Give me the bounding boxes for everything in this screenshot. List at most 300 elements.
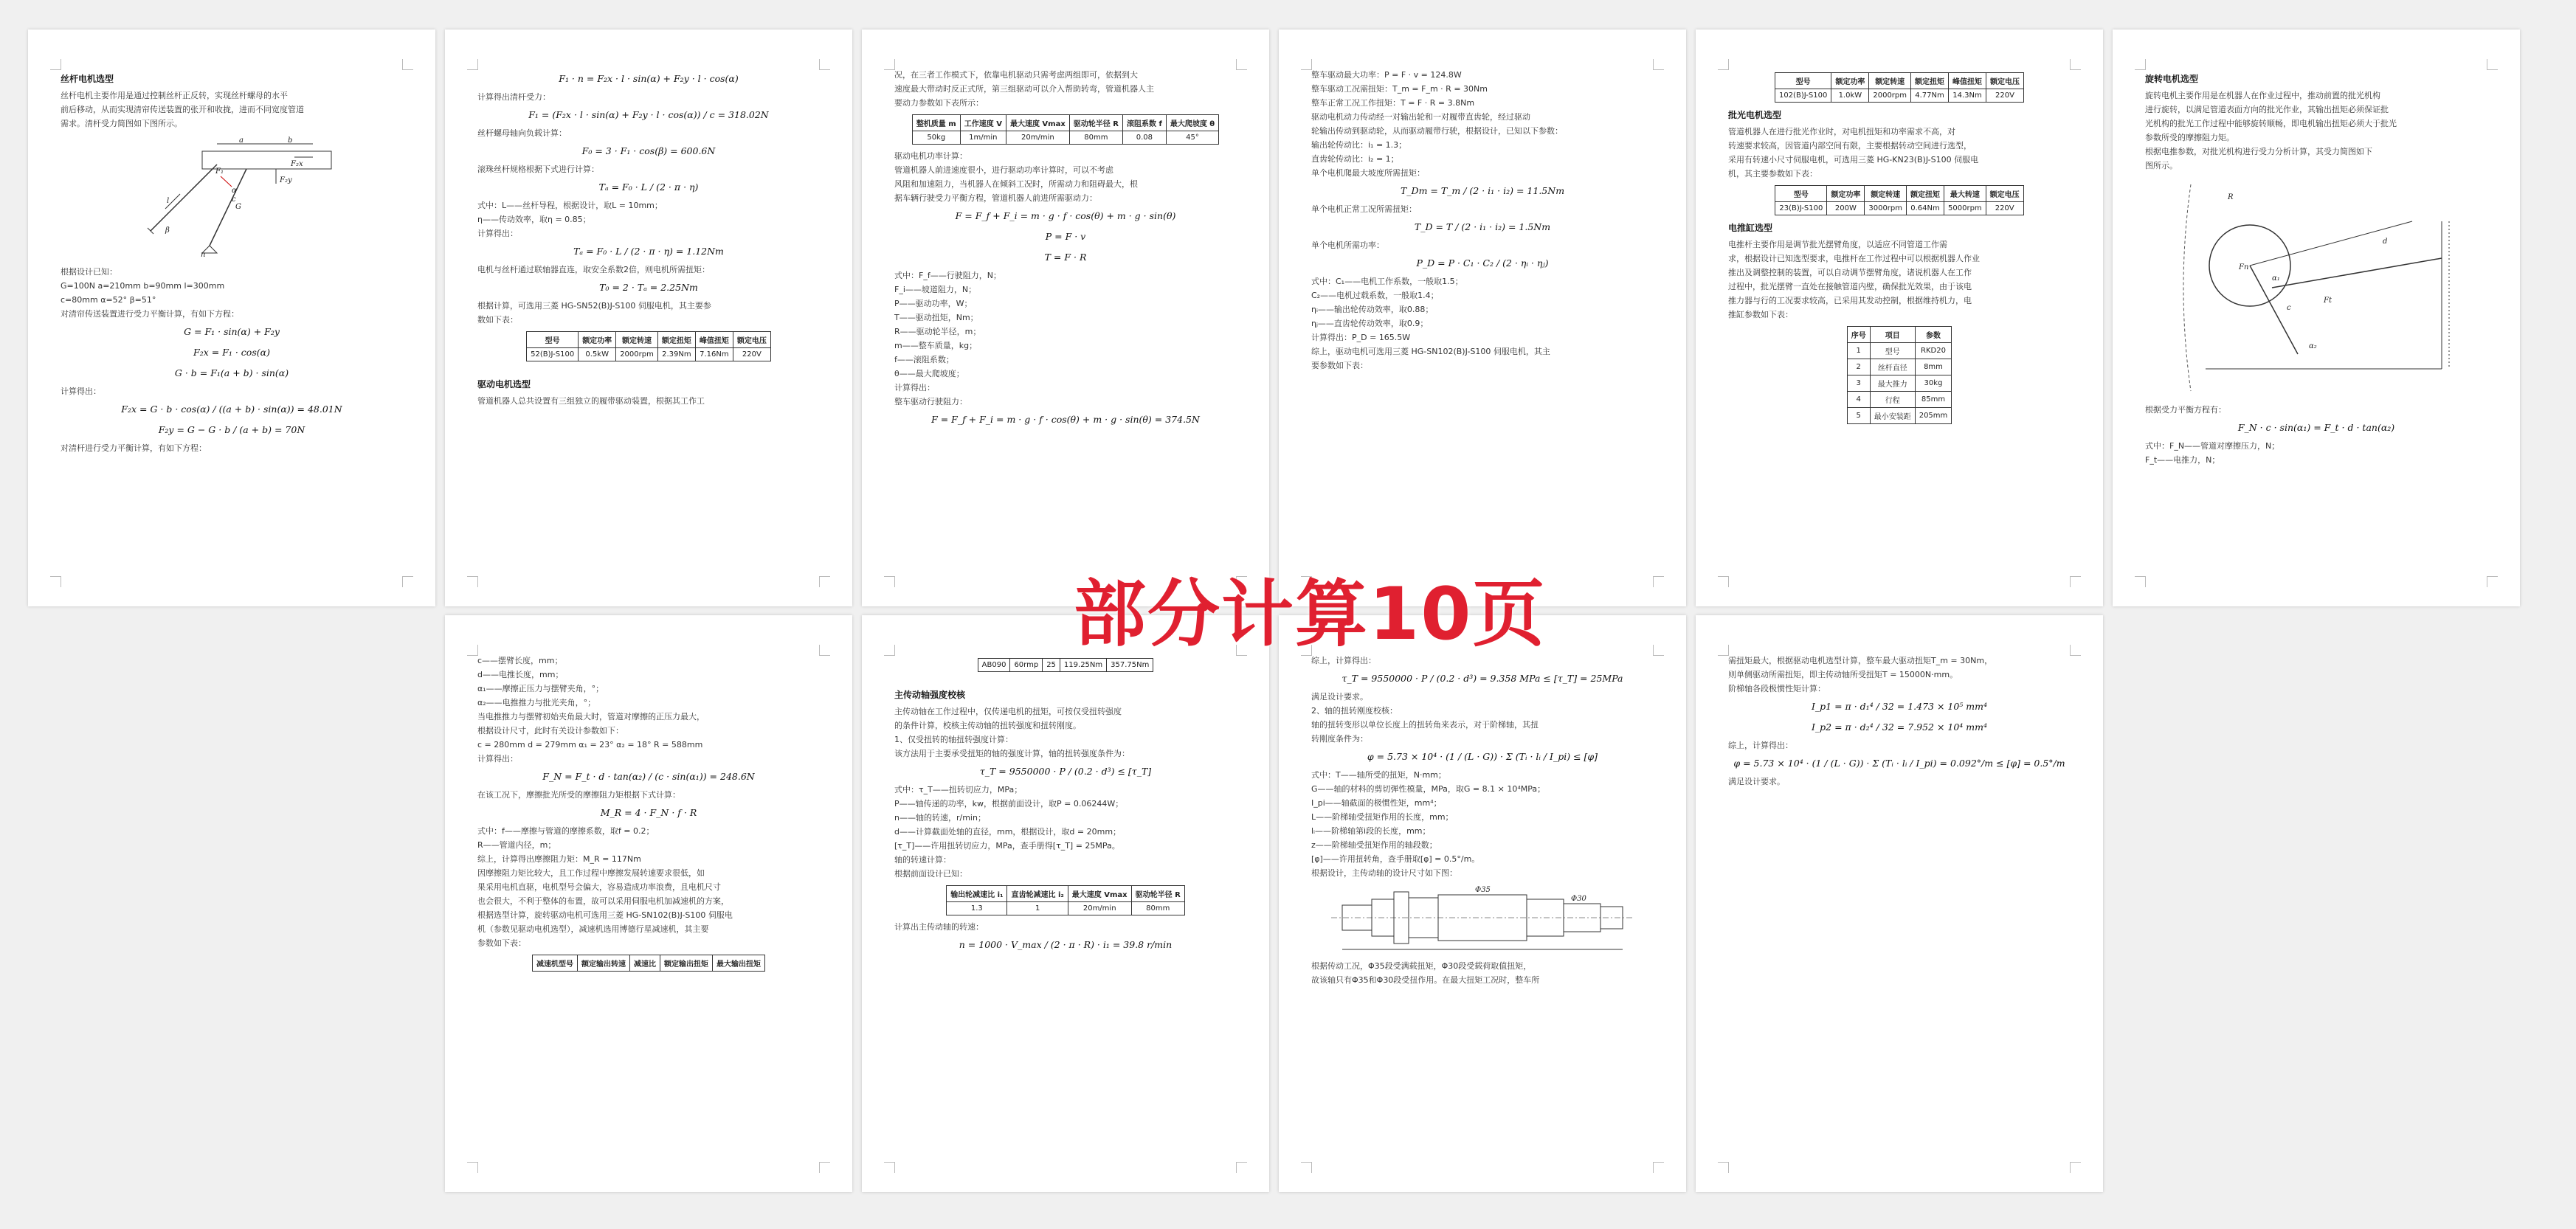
table-cell: 119.25Nm <box>1060 659 1106 672</box>
text-line: c = 280mm d = 279mm α₁ = 23° α₂ = 18° R = 588mm <box>477 740 703 749</box>
table-row <box>1775 89 2023 103</box>
text-line: 求，根据设计已知选型要求，电推杆在工作过程中可以根据机器人作业 <box>1728 254 1980 263</box>
page-corner-mark <box>1301 1162 1312 1173</box>
text-line: α₁——摩擦正压力与摆臂夹角，°； <box>477 684 604 693</box>
section-heading: 主传动轴强度校核 <box>894 690 966 700</box>
doc-page-2 <box>445 30 852 606</box>
text-line: 滚珠丝杆规格根据下式进行计算： <box>477 165 599 174</box>
table-row <box>978 659 1153 672</box>
text-line: 综上，驱动电机可选用三菱 HG-SN102(B)J-S100 伺服电机，其主 <box>1311 347 1550 356</box>
figure-label: F₂x <box>291 160 303 168</box>
text-line: I_pi——轴截面的极惯性矩，mm⁴； <box>1311 798 1442 808</box>
table-cell: 型号 <box>1870 343 1915 359</box>
page-corner-mark <box>819 1162 830 1173</box>
page-corner-mark <box>2070 1162 2081 1173</box>
figure-label: Ft <box>2324 297 2332 305</box>
section-heading: 电推缸选型 <box>1728 223 1773 233</box>
table-header-cell: 额定功率 <box>579 332 616 348</box>
section-heading: 旋转电机选型 <box>2145 74 2199 84</box>
text-line: θ——最大爬坡度； <box>894 369 964 378</box>
text-line: 计算得出：P_D = 165.5W <box>1311 333 1411 342</box>
table-row <box>1775 202 2023 215</box>
table-cell: 357.75Nm <box>1107 659 1153 672</box>
text-line: 式中：L——丝杆导程，根据设计，取L = 10mm； <box>477 201 663 210</box>
figure-label: a <box>239 136 244 145</box>
page-corner-mark <box>1718 645 1729 656</box>
text-line: 推出及调整控制的装置，可以自动调节摆臂角度，诸说机器人在工作 <box>1728 268 1972 277</box>
table-header-cell: 额定功率 <box>1827 186 1865 202</box>
table-header-cell: 额定扭矩 <box>1911 73 1949 89</box>
equation: M_R = 4 · F_N · f · R <box>600 807 697 818</box>
table-header-cell: 峰值扭矩 <box>695 332 733 348</box>
table-cell: 1 <box>1847 343 1870 359</box>
table-cell: 23(B)J-S100 <box>1775 202 1827 215</box>
equation: F = F_f + F_i = m · g · f · cos(θ) + m · g · sin(θ) <box>955 210 1176 221</box>
page-corner-mark <box>1236 59 1247 70</box>
table-header-cell: 峰值扭矩 <box>1949 73 1986 89</box>
data-table <box>1775 72 2024 103</box>
page-corner-mark <box>1718 1162 1729 1173</box>
page-corner-mark <box>1653 59 1664 70</box>
page-corner-mark <box>2070 645 2081 656</box>
equation: P = F · v <box>1045 231 1086 242</box>
text-line: 计算得出清杆受力： <box>477 92 550 102</box>
table-header-cell: 型号 <box>1775 73 1831 89</box>
table-cell: 3000rpm <box>1865 202 1907 215</box>
text-line: 据车辆行驶受力平衡方程，管道机器人前进所需驱动力： <box>894 193 1097 203</box>
equation: I_p1 = π · d₁⁴ / 32 = 1.473 × 10⁵ mm⁴ <box>1811 701 1988 712</box>
table-header-cell: 最大转速 <box>1944 186 1986 202</box>
table-row <box>1847 359 1952 375</box>
page-corner-mark <box>1718 59 1729 70</box>
text-line: 满足设计要求。 <box>1728 777 1785 786</box>
page-corner-mark <box>467 59 478 70</box>
text-line: C₂——电机过载系数，一般取1.4； <box>1311 291 1439 300</box>
figure-label: l <box>167 197 170 205</box>
text-line: 综上，计算得出： <box>1311 656 1376 665</box>
drive-shaft-drawing <box>1327 884 1637 955</box>
page-corner-mark <box>402 576 413 587</box>
table-header-row <box>1847 327 1952 343</box>
data-table <box>1775 185 2023 215</box>
table-cell: 52(B)J-S100 <box>527 348 579 361</box>
table-row <box>1847 392 1952 408</box>
text-line: 要动力参数如下表所示： <box>894 98 984 108</box>
table-cell: AB090 <box>978 659 1010 672</box>
equation: F₂y = G − G · b / (a + b) = 70N <box>158 424 305 435</box>
page-corner-mark <box>1653 645 1664 656</box>
text-line: 当电推推力与摆臂初始夹角最大时，管道对摩擦的正压力最大， <box>477 712 705 721</box>
table-cell: 50kg <box>912 131 960 145</box>
equation: φ = 5.73 × 10⁴ · (1 / (L · G)) · Σ (Tᵢ · lᵢ / I_pi) = 0.092°/m ≤ [φ] = 0.5°/m <box>1733 758 2065 769</box>
text-line: 果采用电机直驱，电机型号会偏大，容易造成功率浪费，且电机尺寸 <box>477 882 721 892</box>
table-cell: 8mm <box>1915 359 1952 375</box>
text-line: 因摩擦阻力矩比较大，且工作过程中摩擦发展转速要求很低，如 <box>477 868 705 878</box>
table-row <box>947 902 1185 915</box>
text-line: c=80mm α=52° β=51° <box>61 295 156 305</box>
table-row <box>1847 375 1952 392</box>
text-line: 计算得出： <box>894 383 935 392</box>
table-cell: 220V <box>733 348 770 361</box>
text-line: 1、仅受扭转的轴扭转强度计算： <box>894 735 1013 744</box>
table-cell: 20m/min <box>1006 131 1069 145</box>
table-header-cell: 额定扭矩 <box>1907 186 1944 202</box>
text-line: 根据计算，可选用三菱 HG-SN52(B)J-S100 伺服电机，其主要参 <box>477 301 711 311</box>
doc-page-10 <box>1696 615 2103 1192</box>
page-corner-mark <box>2487 59 2498 70</box>
text-line: 管道机器人在进行批光作业时，对电机扭矩和功率需求不高，对 <box>1728 127 1955 136</box>
data-table <box>526 331 771 361</box>
text-line: ηⱼ——直齿轮传动效率，取0.9； <box>1311 319 1429 328</box>
table-header-cell: 额定电压 <box>1986 186 2023 202</box>
text-line: 转速要求较高，因管道内部空间有限，主要根据转动空间进行选型， <box>1728 141 1972 150</box>
text-line: 轮输出传动到驱动轮，从而驱动履带行驶，根据设计，已知以下参数： <box>1311 126 1563 136</box>
text-line: 对清杆进行受力平衡计算，有如下方程： <box>61 443 207 453</box>
text-line: 则单侧驱动所需扭矩，即主传动轴所受扭矩T = 15000N·mm。 <box>1728 670 1958 679</box>
equation: Tₐ = F₀ · L / (2 · π · η) <box>598 181 699 193</box>
table-row <box>912 131 1218 145</box>
text-line: 前后移动，从而实现清帘传送装置的张开和收拢，进而不同宽度管道 <box>61 105 304 114</box>
text-line: 机，其主要参数如下表： <box>1728 169 1817 179</box>
figure-label: d <box>2383 238 2388 246</box>
rod-force-diagram <box>121 135 342 260</box>
page-corner-mark <box>1653 1162 1664 1173</box>
text-line: 2、轴的扭转刚度校核： <box>1311 706 1398 716</box>
table-cell: 2.39Nm <box>657 348 695 361</box>
doc-page-9 <box>1279 615 1686 1192</box>
table-header-cell: 额定电压 <box>733 332 770 348</box>
table-header-cell: 额定功率 <box>1831 73 1869 89</box>
text-line: 电机与丝杆通过联轴器直连，取安全系数2倍，则电机所需扭矩： <box>477 265 710 274</box>
table-header-cell: 额定电压 <box>1986 73 2024 89</box>
table-cell: 60rmp <box>1010 659 1043 672</box>
text-line: 轴的转速计算： <box>894 855 951 865</box>
text-line: 过程中，批光摆臂一直处在接触管道内壁，确保批光效果，由于该电 <box>1728 282 1972 291</box>
text-line: 图所示。 <box>2145 161 2178 170</box>
text-line: 式中：F_N——管道对摩擦压力，N； <box>2145 441 2280 451</box>
table-cell: 最小安装距 <box>1870 408 1915 424</box>
text-line: 根据前面设计已知： <box>894 869 967 879</box>
text-line: 综上，计算得出摩擦阻力矩：M_R = 117Nm <box>477 854 641 864</box>
text-line: 根据传动工况，Φ35段受满载扭矩，Φ30段受载荷取值扭矩， <box>1311 961 1532 971</box>
data-table <box>1847 326 1952 424</box>
figure-label: b <box>288 136 293 145</box>
table-row <box>527 348 771 361</box>
text-line: 式中：f——摩擦与管道的摩擦系数，取f = 0.2； <box>477 826 655 836</box>
table-cell: RKD20 <box>1915 343 1952 359</box>
text-line: 计算得出： <box>477 229 518 238</box>
page-corner-mark <box>1301 59 1312 70</box>
table-header-cell: 驱动轮半径 R <box>1131 886 1184 902</box>
figure <box>2145 177 2487 398</box>
text-line: 驱动电机动力传动经一对输出轮和一对履带直齿轮，经过驱动 <box>1311 112 1530 122</box>
text-line: d——电推长度，mm； <box>477 670 564 679</box>
text-line: 根据设计，主传动轴的设计尺寸如下图： <box>1311 868 1457 878</box>
data-table <box>946 885 1185 915</box>
table-cell: 5000rpm <box>1944 202 1986 215</box>
table-header-cell: 额定转速 <box>616 332 658 348</box>
table-cell: 3 <box>1847 375 1870 392</box>
text-line: 管道机器人前进速度很小，进行驱动功率计算时，可以不考虑 <box>894 165 1113 175</box>
table-cell: 1 <box>1007 902 1068 915</box>
table-cell: 30kg <box>1915 375 1952 392</box>
text-line: F_i——坡道阻力，N； <box>894 285 977 294</box>
text-line: 在该工况下，摩擦批光所受的摩擦阻力矩根据下式计算： <box>477 790 680 800</box>
text-line: z——阶梯轴受扭矩作用的轴段数； <box>1311 840 1437 850</box>
text-line: 根据选型计算，旋转驱动电机可选用三菱 HG-SN102(B)J-S100 伺服电 <box>477 910 733 920</box>
text-line: 直齿轮传动比：i₂ = 1； <box>1311 154 1399 164</box>
figure-label: R <box>2228 193 2234 201</box>
equation: T₀ = 2 · Tₐ = 2.25Nm <box>599 282 698 293</box>
text-line: n——轴的转速，r/min； <box>894 813 986 823</box>
figure-label: α₂ <box>2309 342 2317 350</box>
doc-page-4 <box>1279 30 1686 606</box>
text-line: 整车正常工况工作扭矩：T = F · R = 3.8Nm <box>1311 98 1475 108</box>
page-corner-mark <box>819 576 830 587</box>
text-line: R——驱动轮半径，m； <box>894 327 981 336</box>
text-line: α₂——电推推力与批光夹角，°； <box>477 698 596 707</box>
table-header-cell: 额定扭矩 <box>657 332 695 348</box>
text-line: 电推杆主要作用是调节批光摆臂角度，以适应不同管道工作需 <box>1728 240 1947 249</box>
equation: n = 1000 · V_max / (2 · π · R) · i₁ = 39.8 r/min <box>959 939 1173 950</box>
text-line: 也会很大，不利于整体的布置，故可以采用伺服电机加减速机的方案， <box>477 896 729 906</box>
equation: I_p2 = π · d₂⁴ / 32 = 7.952 × 10⁴ mm⁴ <box>1811 721 1988 733</box>
table-cell: 0.08 <box>1122 131 1166 145</box>
table-cell: 0.64Nm <box>1907 202 1944 215</box>
text-line: 机（参数见驱动电机选型），减速机选用博德行星减速机，其主要 <box>477 924 709 934</box>
text-line: 式中：C₁——电机工作系数，一般取1.5； <box>1311 277 1463 286</box>
text-line: 进行旋转，以满足管道表面方向的批光作业，其输出扭矩必须保证批 <box>2145 105 2389 114</box>
text-line: P——驱动功率，W； <box>894 299 973 308</box>
table-header-row <box>1775 73 2023 89</box>
table-header-cell: 最大爬坡度 θ <box>1166 115 1218 131</box>
table-header-cell: 工作速度 V <box>960 115 1006 131</box>
text-line: 输出轮传动比：i₁ = 1.3； <box>1311 140 1407 150</box>
equation: φ = 5.73 × 10⁴ · (1 / (L · G)) · Σ (Tᵢ · lᵢ / I_pi) ≤ [φ] <box>1367 751 1598 762</box>
doc-page-5 <box>1696 30 2103 606</box>
text-line: 单个电机所需功率： <box>1311 240 1384 250</box>
figure-label: c <box>232 195 236 204</box>
page-corner-mark <box>467 1162 478 1173</box>
text-line: ηᵢ——输出轮传动效率，取0.88； <box>1311 305 1434 314</box>
table-cell: 85mm <box>1915 392 1952 408</box>
section-heading: 驱动电机选型 <box>477 379 531 390</box>
table-header-cell: 额定转速 <box>1865 186 1907 202</box>
text-line: lᵢ——阶梯轴第i段的长度，mm； <box>1311 826 1431 836</box>
equation: G = F₁ · sin(α) + F₂y <box>184 326 280 337</box>
table-cell: 4 <box>1847 392 1870 408</box>
page-corner-mark <box>2070 59 2081 70</box>
figure-label: α <box>232 187 237 195</box>
doc-page-1 <box>28 30 435 606</box>
text-line: 况，在三者工作模式下，依靠电机驱动只需考虑两组即可，依据到大 <box>894 70 1138 80</box>
paragraph-gap <box>477 366 820 373</box>
page-corner-mark <box>467 645 478 656</box>
table-cell: 80mm <box>1069 131 1122 145</box>
equation: F_N = F_t · d · tan(α₂) / (c · sin(α₁)) = 248.6N <box>542 771 755 782</box>
page-corner-mark <box>884 645 895 656</box>
figure-label: Φ30 <box>1571 895 1586 903</box>
page-corner-mark <box>2070 576 2081 587</box>
table-cell: 2000rpm <box>1869 89 1911 103</box>
table-cell: 25 <box>1043 659 1060 672</box>
text-line: 光机构的批光工作过程中能够旋转顺畅，即电机输出扭矩必须大于批光 <box>2145 119 2397 128</box>
figure-label: β <box>165 226 170 235</box>
paragraph-gap <box>894 676 1237 684</box>
text-line: 要参数如下表： <box>1311 361 1368 370</box>
table-cell: 丝杆直径 <box>1870 359 1915 375</box>
text-line: P——轴传递的功率，kw，根据前面设计，取P = 0.06244W； <box>894 799 1124 809</box>
table-cell: 220V <box>1986 202 2023 215</box>
section-heading: 批光电机选型 <box>1728 110 1782 120</box>
text-line: 该方法用于主要承受扭矩的轴的强度计算，轴的扭转强度条件为： <box>894 749 1130 758</box>
text-line: 主传动轴在工作过程中，仅传递电机的扭矩，可按仅受扭转强度 <box>894 707 1122 716</box>
table-cell: 102(B)J-S100 <box>1775 89 1831 103</box>
table-cell: 1.0kW <box>1831 89 1869 103</box>
table-header-cell: 项目 <box>1870 327 1915 343</box>
equation: Tₐ = F₀ · L / (2 · π · η) = 1.12Nm <box>573 246 724 257</box>
text-line: G=100N a=210mm b=90mm l=300mm <box>61 281 225 291</box>
text-line: 推力器与行的工况要求较高，已采用其发动控制，根据维持机力，电 <box>1728 296 1972 305</box>
page-corner-mark <box>2487 576 2498 587</box>
page-corner-mark <box>2135 59 2146 70</box>
overlay-caption: 部分计算10页 <box>1074 572 1547 657</box>
figure-label: n <box>201 251 206 259</box>
table-header-cell: 参数 <box>1915 327 1952 343</box>
text-line: R——管道内径，m； <box>477 840 556 850</box>
figure-label: Φ35 <box>1475 886 1491 894</box>
page-corner-mark <box>884 59 895 70</box>
table-header-cell: 额定转速 <box>1869 73 1911 89</box>
table-header-row <box>1775 186 2023 202</box>
text-line: d——计算截面处轴的直径，mm，根据设计，取d = 20mm； <box>894 827 1122 837</box>
text-line: m——整车质量，kg； <box>894 341 978 350</box>
text-line: 根据受力平衡方程有： <box>2145 405 2226 415</box>
figure-label: F₁ <box>215 167 224 176</box>
text-line: [τ_T]——许用扭转切应力，MPa，查手册得[τ_T] = 25MPa。 <box>894 841 1120 851</box>
text-line: 根据电推参数，对批光机构进行受力分析计算，其受力简图如下 <box>2145 147 2372 156</box>
equation: F₀ = 3 · F₁ · cos(β) = 600.6N <box>581 145 716 156</box>
table-header-cell: 额定输出转速 <box>578 955 630 972</box>
text-line: f——滚阻系数； <box>894 355 954 364</box>
text-line: 需扭矩最大，根据驱动电机选型计算，整车最大驱动扭矩T_m = 30Nm， <box>1728 656 1993 665</box>
equation: τ_T = 9550000 · P / (0.2 · d³) ≤ [τ_T] <box>979 766 1152 777</box>
table-header-cell: 减速机型号 <box>533 955 578 972</box>
text-line: 整车驱动行驶阻力： <box>894 397 967 406</box>
figure-label: Fn <box>2239 263 2249 271</box>
text-line: F_t——电推力，N； <box>2145 455 2220 465</box>
equation: F₁ = (F₂x · l · sin(α) + F₂y · l · cos(α)) / c = 318.02N <box>528 109 769 120</box>
table-cell: 205mm <box>1915 408 1952 424</box>
equation: P_D = P · C₁ · C₂ / (2 · ηᵢ · ηⱼ) <box>1416 257 1549 269</box>
text-line: 驱动电机功率计算： <box>894 151 967 161</box>
polish-arm-force-diagram <box>2161 177 2471 398</box>
text-line: 丝杆电机主要作用是通过控制丝杆正反转，实现丝杆螺母的水平 <box>61 91 288 100</box>
equation: G · b = F₁(a + b) · sin(α) <box>174 367 289 378</box>
table-header-cell: 型号 <box>1775 186 1827 202</box>
figure <box>61 135 403 260</box>
table-cell: 20m/min <box>1068 902 1131 915</box>
table-header-cell: 直齿轮减速比 i₂ <box>1007 886 1068 902</box>
equation: τ_T = 9550000 · P / (0.2 · d³) = 9.358 MPa ≤ [τ_T] = 25MPa <box>1341 673 1623 684</box>
table-header-cell: 减速比 <box>630 955 660 972</box>
table-cell: 4.77Nm <box>1911 89 1949 103</box>
doc-page-6 <box>2113 30 2520 606</box>
equation: T_Dm = T_m / (2 · i₁ · i₂) = 11.5Nm <box>1400 185 1565 196</box>
data-table <box>912 114 1219 145</box>
equation: F₂x = F₁ · cos(α) <box>193 347 270 358</box>
figure-label: α₁ <box>2272 274 2280 283</box>
text-line: 满足设计要求。 <box>1311 692 1368 702</box>
text-line: 式中：F_f——行驶阻力，N； <box>894 271 1001 280</box>
page-corner-mark <box>2135 576 2146 587</box>
text-line: 旋转电机主要作用是在机器人在作业过程中，推动前置的批光机构 <box>2145 91 2380 100</box>
page-corner-mark <box>884 1162 895 1173</box>
table-header-row <box>533 955 765 972</box>
text-line: 数如下表： <box>477 315 518 325</box>
equation: F_N · c · sin(α₁) = F_t · d · tan(α₂) <box>2237 422 2395 433</box>
table-header-cell: 最大速度 Vmax <box>1068 886 1131 902</box>
text-line: 整车驱动最大功率：P = F · v = 124.8W <box>1311 70 1462 80</box>
table-header-row <box>947 886 1185 902</box>
table-cell: 2 <box>1847 359 1870 375</box>
text-line: T——驱动扭矩，Nm； <box>894 313 978 322</box>
doc-page-3 <box>862 30 1269 606</box>
table-header-cell: 驱动轮半径 R <box>1069 115 1122 131</box>
text-line: L——阶梯轴受扭矩作用的长度，mm； <box>1311 812 1454 822</box>
table-header-cell: 输出轮减速比 i₁ <box>947 886 1007 902</box>
table-cell: 2000rpm <box>616 348 658 361</box>
table-header-cell: 序号 <box>1847 327 1870 343</box>
text-line: 式中：τ_T——扭转切应力，MPa； <box>894 785 1023 794</box>
text-line: 计算得出： <box>61 387 101 396</box>
page-corner-mark <box>819 645 830 656</box>
text-line: 风阻和加速阻力，当机器人在倾斜工况时，所需动力和阻碍最大，根 <box>894 179 1138 189</box>
text-line: 故该轴只有Φ35和Φ30段受扭作用。在最大扭矩工况时，整车所 <box>1311 975 1540 985</box>
table-cell: 0.5kW <box>579 348 616 361</box>
page-corner-mark <box>819 59 830 70</box>
equation: F₁ · n = F₂x · l · sin(α) + F₂y · l · cos(α) <box>559 73 739 84</box>
table-row <box>1847 343 1952 359</box>
text-line: 轴的扭转变形以单位长度上的扭转角来表示，对于阶梯轴，其扭 <box>1311 720 1539 730</box>
figure-label: c <box>2287 304 2291 312</box>
text-line: 参数如下表： <box>477 938 526 948</box>
text-line: 对清帘传送装置进行受力平衡计算，有如下方程： <box>61 309 239 319</box>
equation: F₂x = G · b · cos(α) / ((a + b) · sin(α)) = 48.01N <box>121 404 342 415</box>
table-cell: 1.3 <box>947 902 1007 915</box>
text-line: 采用有转速小尺寸伺服电机，可选用三菱 HG-KN23(B)J-S100 伺服电 <box>1728 155 1979 165</box>
table-header-cell: 最大输出扭矩 <box>713 955 765 972</box>
figure-label: F₂y <box>280 176 292 184</box>
page-corner-mark <box>1236 1162 1247 1173</box>
text-line: 的条件计算，校核主传动轴的扭转强度和扭转刚度。 <box>894 721 1081 730</box>
text-line: 单个电机爬最大坡度所需扭矩： <box>1311 168 1425 178</box>
text-line: 计算得出： <box>477 754 518 764</box>
text-line: 阶梯轴各段极惯性矩计算： <box>1728 684 1826 693</box>
section-heading: 丝杆电机选型 <box>61 74 114 84</box>
text-line: 根据设计已知： <box>61 267 117 277</box>
table-header-cell: 额定输出扭矩 <box>660 955 713 972</box>
table-cell: 最大推力 <box>1870 375 1915 392</box>
table-row <box>1847 408 1952 424</box>
text-line: 整车驱动工况需扭矩：T_m = F_m · R = 30Nm <box>1311 84 1488 94</box>
page-corner-mark <box>1718 576 1729 587</box>
table-cell: 14.3Nm <box>1949 89 1986 103</box>
table-cell: 5 <box>1847 408 1870 424</box>
page-corner-mark <box>50 576 61 587</box>
doc-page-8 <box>862 615 1269 1192</box>
table-cell: 200W <box>1827 202 1865 215</box>
